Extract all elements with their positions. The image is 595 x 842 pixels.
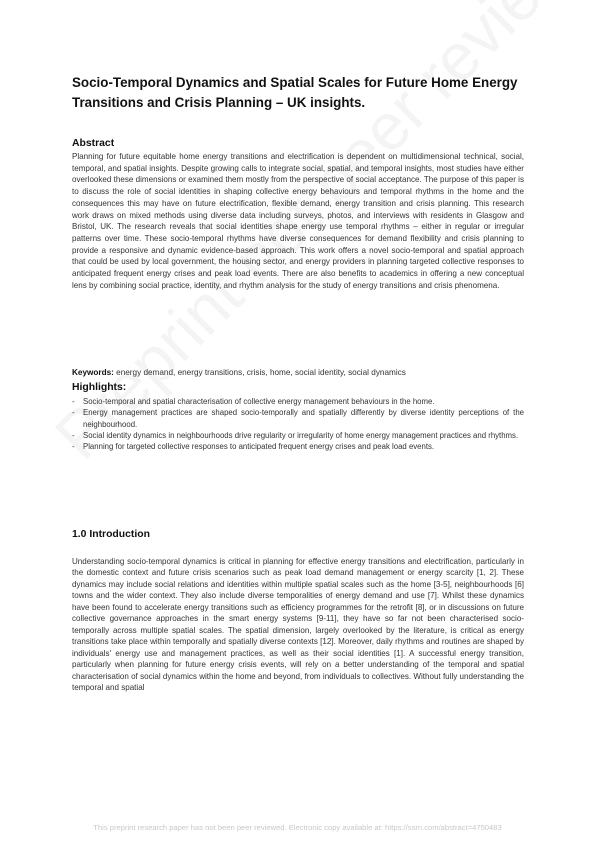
highlight-item bbox=[72, 407, 524, 430]
highlight-text: Energy management practices are shaped socio-temporally and spatially differently by diverse identity perceptions of the neighbourhood. bbox=[83, 408, 524, 429]
introduction-heading: 1.0 Introduction bbox=[72, 529, 150, 540]
highlight-text: Socio-temporal and spatial characterisation of collective energy management behaviours in the home. bbox=[83, 397, 435, 406]
paper-title: Socio-Temporal Dynamics and Spatial Scales for Future Home Energy Transitions and Crisis Planning – UK insights. bbox=[72, 75, 518, 110]
bullet-dash: - bbox=[72, 397, 75, 406]
highlight-text: Social identity dynamics in neighbourhoods drive regularity or irregularity of home energy management practices and rhythms. bbox=[83, 430, 519, 440]
highlight-text: Planning for targeted collective responses to anticipated frequent energy crises and peak load events. bbox=[83, 442, 435, 452]
highlights-heading: Highlights: bbox=[72, 382, 127, 393]
abstract-text: Planning for future equitable home energy transitions and electrification is dependent on multidimensional technical, social, temporal, and spatial insights. Despite growing calls to integrate social, spatial, and temporal insights, most studies have either overlooked these dimensions or examined them mostly from the perspective of social acceptance. The purpose of this paper is to discuss the role of social identities in shaping collective energy behaviours and temporal rhythms in the home and the consequences this may have on future electrification, flexible demand, energy transition and crisis planning. This research work draws on mixed methods using diverse data including surveys, photos, and interviews with residents in Glasgow and Bristol, UK. The research reveals that social identities shape energy use temporal rhythms – either in regular or irregular patterns over time. These socio-temporal rhythms have diverse consequences for demand flexibility and crisis planning to provide a responsive and dynamic evidence-based approach. This work offers a novel socio-temporal and spatial approach that could be used by local government, the housing sector, and energy providers in planning targeted collective responses to anticipated frequent energy crises and peak load events. There are also benefits to academics in offering a new conceptual lens by combining social practice, identity, and rhythm analysis for the study of energy transitions and crisis phenomena. bbox=[72, 152, 524, 290]
keywords-label: Keywords: bbox=[72, 368, 114, 377]
highlight-item bbox=[72, 441, 524, 452]
highlight-item bbox=[72, 396, 524, 407]
preprint-footer: This preprint research paper has not been peer reviewed. Electronic copy available at: https://ssrn.com/abstract=4750483 bbox=[93, 823, 502, 832]
bullet-dash: - bbox=[72, 430, 75, 440]
keywords-line bbox=[72, 367, 524, 378]
keywords-list: energy demand, energy transitions, crisis, home, social identity, social dynamics bbox=[113, 368, 406, 377]
introduction-text: Understanding socio-temporal dynamics is critical in planning for effective energy transitions and electrification, particularly in the domestic context and future crisis scenarios such as peak load demand management or energy scarcity [1, 2]. These dynamics may include social relations and identities within multiple spatial scales such as the home [3-5], neighbourhoods [6] towns and the wider context. They also include diverse temporalities of energy demand and use [7]. Whilst these dynamics have been found to accelerate energy transitions such as efficiency programmes for the retrofit [8], or in discussions on future collective governance approaches in the smart energy systems [9-11], they have so far not been characterised socio-temporally across multiple spatial scales. The spatial dimension, largely overlooked by the literature, is critical as energy transitions take place within temporally and spatially diverse contexts [12]. Moreover, daily rhythms and routines are shaped by individuals' energy use and management practices, as well as their social identities [1]. A successful energy transition, particularly when planning for future energy crisis events, will rely on a better understanding of the temporal and spatial characterisation of social dynamics within the home and beyond, from individuals to collectives. Without fully understanding the temporal and spatial bbox=[72, 557, 524, 692]
highlights-list bbox=[72, 396, 524, 452]
bullet-dash: - bbox=[72, 442, 75, 452]
abstract-heading: Abstract bbox=[72, 138, 115, 149]
bullet-dash: - bbox=[72, 408, 75, 418]
highlight-item bbox=[72, 430, 524, 441]
